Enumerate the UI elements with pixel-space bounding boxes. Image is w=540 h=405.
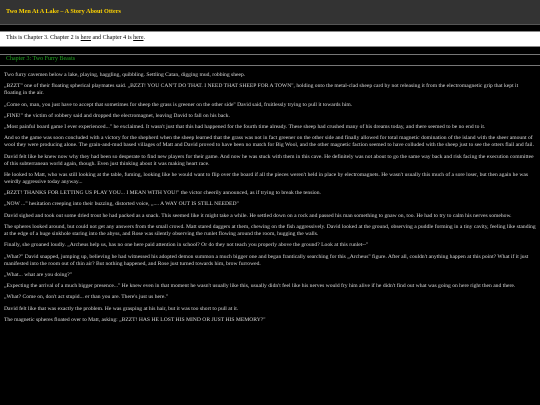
story-paragraph: „What... what are you doing?"	[4, 271, 72, 278]
chapter-nav-middle: and Chapter 4 is	[92, 35, 132, 42]
story-paragraph: „Most painful board game I ever experienced..." he exclaimed. It wasn't just that this had happened for the fourth time already. These sheep had crushed many of his dreams today, and there seemed to be no end to it.	[4, 124, 486, 131]
story-paragraph: „Expecting the arrival of a much bigger presence..." He knew even in that moment he wasn't usually like this, usually didn't feel like his nerves would fry him alive if he didn't find out what was going on here right then and there.	[4, 283, 516, 290]
chapter-nav-suffix: .	[143, 35, 145, 42]
story-paragraph: David felt like that was exactly the problem. He was grasping at his hair, but it was too short to pull at it.	[4, 305, 239, 312]
story-body	[0, 72, 540, 324]
next-chapter-link[interactable]: here	[133, 35, 144, 42]
story-paragraph: „NOW ..." hesitation creeping into their buzzing, distorted voice, „.... A WAY OUT IS STILL NEEDED"	[4, 201, 239, 208]
story-paragraph: The magnetic spheres floated over to Matt, asking: „BZZT! HAS HE LOST HIS MIND OR JUST HIS MEMORY?"	[4, 316, 266, 323]
story-paragraph: And so the game was soon concluded with a victory for the shepherd when the sheep learned that the grass was not in fact greener on the other side and finally allowed for total magnetic domination of the island with the sheer amount of wool they were producing alone. The grain-and-mud based villages of Matt and David proved to have been no match for Big Wool, and the other magnetic faction seemed to have colluded with the sheep just to see the otters flail and fail.	[4, 135, 534, 149]
story-paragraph: „BZZT! THANKS FOR LETTING US PLAY YOU... I MEAN WITH YOU!" the victor cheerily announced, as if trying to break the tension.	[4, 190, 321, 197]
previous-chapter-link[interactable]: here	[80, 35, 91, 42]
story-paragraph: David felt like he knew now why they had been so desperate to find new players for their game. And now he was stuck with them in this cave. He definitely was not about to go the same way back and risk facing the execution committee of this subterranean world again, though. Even just thinking about it was making heart race.	[4, 153, 534, 167]
story-paragraph: David sighed and took out some dried trout he had packed as a snack. This seemed like it might take a while. He settled down on a rock and passed his man something to gnaw on, too. He had to try to calm his nerves somehow.	[4, 212, 512, 219]
story-paragraph: The spheres looked around, but could not get any answers from the small crowd. Matt stared daggers at them, chewing on the fish aggressively. David looked at the ground, observing a puddle forming in a tiny cavity, feeling like standing at the edge of a huge sinkhole staring into the abyss, and Rose was silently observing the runlet flowing around the room, hugging the walls.	[4, 224, 536, 238]
page-header	[0, 0, 540, 25]
story-paragraph: „What? Come on, don't act stupid... er than you are. There's just us here."	[4, 294, 169, 301]
chapter-nav-prefix: This is Chapter 3. Chapter 2 is	[6, 35, 80, 42]
story-paragraph: He looked to Matt, who was still looking at the table, fuming, looking like he would want to flip over the board if all the pieces weren't held in place by electromagnets. He wasn't usually this much of a sore loser, but then again he was weirdly aggressive today anyway...	[4, 171, 529, 185]
story-paragraph: „Come on, man, you just have to accept that sometimes for sheep the grass is greener on the other side" David said, fruitlessly trying to pull it towards him.	[4, 101, 353, 108]
chapter-heading	[0, 54, 540, 66]
story-title: Two Men At A Lake – A Story About Otters	[6, 8, 121, 16]
chapter-heading-text: Chapter 3: Two Furry Beasts	[6, 56, 76, 63]
chapter-navigation	[0, 31, 540, 47]
story-paragraph: „FINE!" the victim of robbery said and dropped the electromagnet, leaving David to fall on his back.	[4, 112, 230, 119]
story-paragraph: „BZZT" one of their floating spherical playmates said. „BZZT! YOU CAN'T DO THAT. I NEED THAT SHEEP FOR A TOWN", holding onto the metal-clad sheep card by not releasing it from the electromagnetic grip that kept it floating in the air.	[4, 83, 519, 97]
story-paragraph: Two furry cavemen below a lake, playing, haggling, quibbling. Settling Catan, digging mud, robbing sheep.	[4, 72, 246, 78]
story-paragraph: „What?" David snapped, jumping up, believing he had witnessed his adopted demon summon a much bigger one and began frantically searching for this „Archeus" figure. After all, couldn't anything happen at this point? What if it just manifested into the room out of thin air? But nothing happened, and Rose just turned towards him, brow furrowed.	[4, 253, 529, 267]
story-paragraph: Finally, she groaned loudly. „Archeus help us, has no one here paid attention in school? Or do they not teach you properly above the ground? Look at this runlet--"	[4, 242, 369, 249]
